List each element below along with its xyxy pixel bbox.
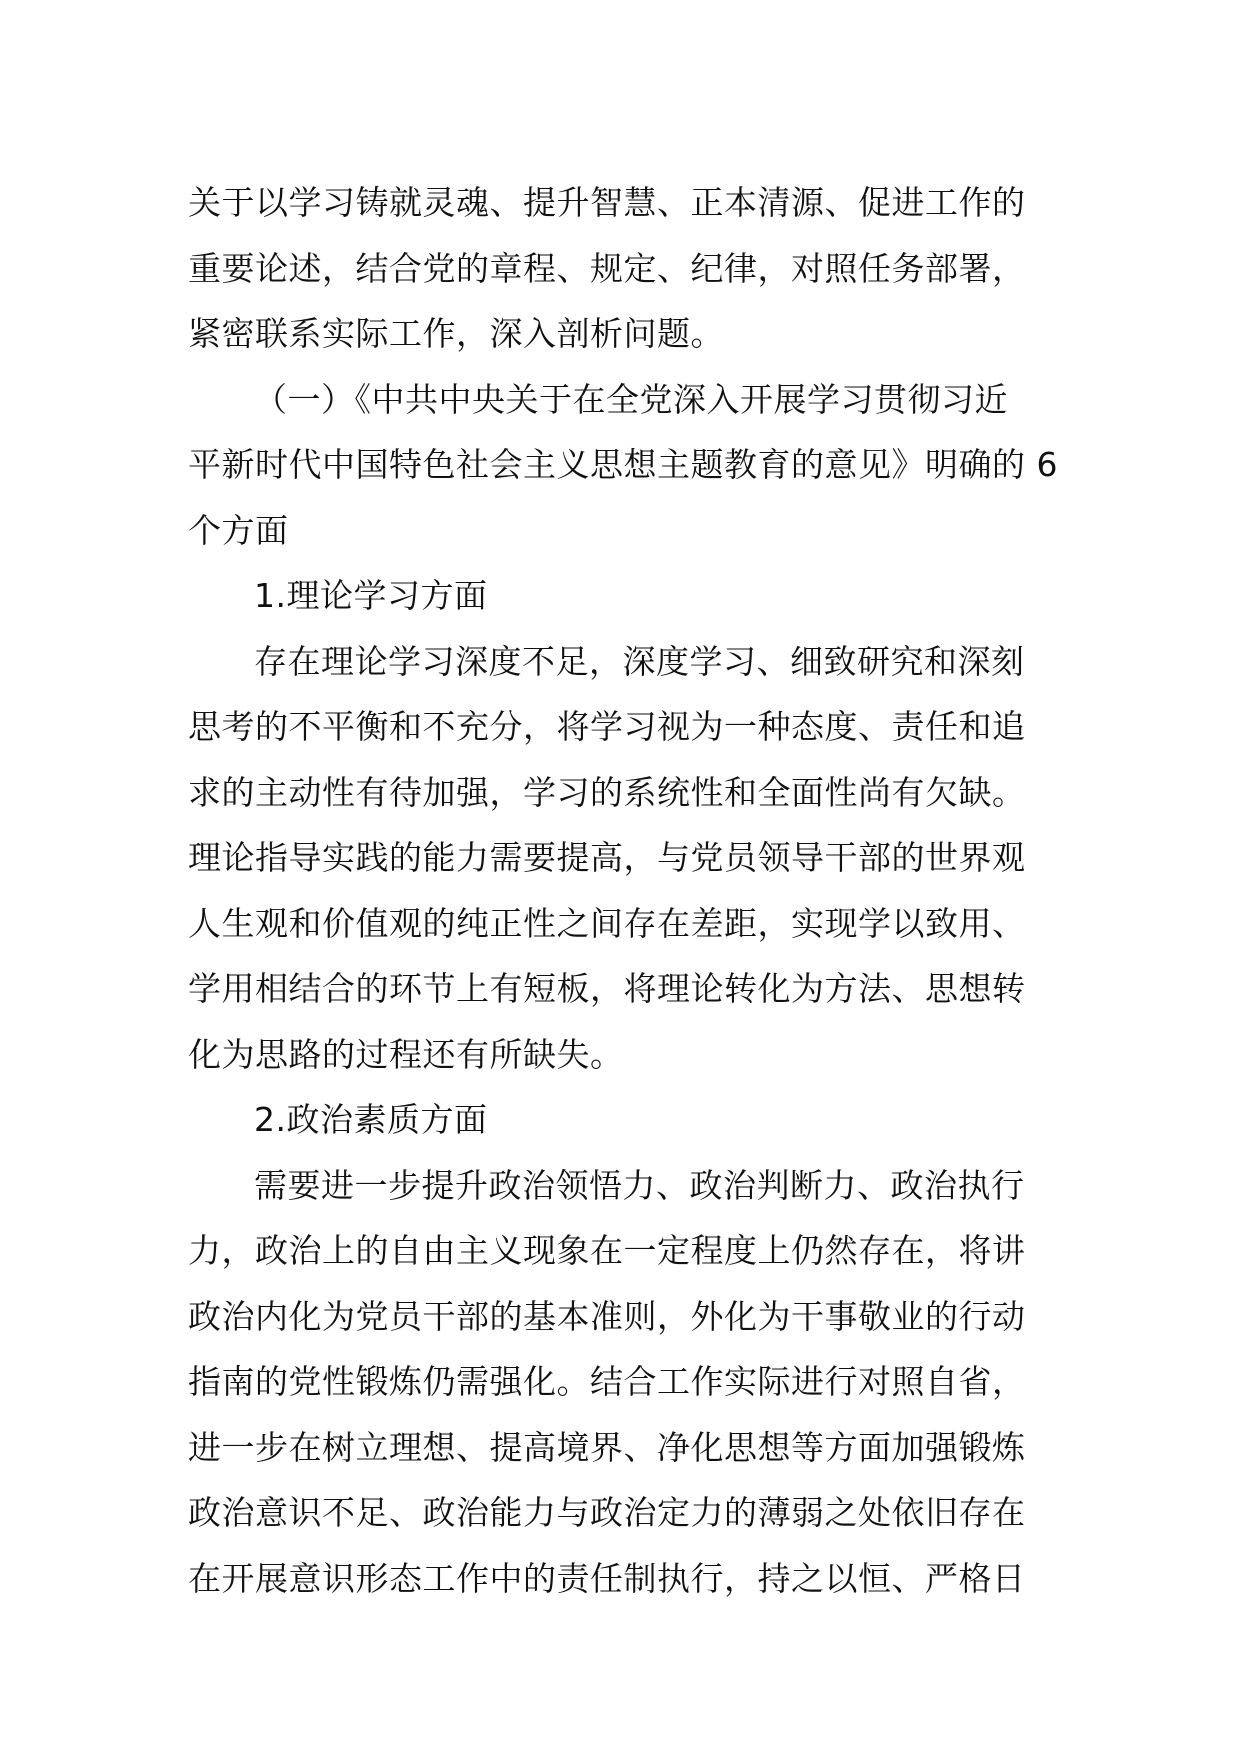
text-line: 个方面 (188, 510, 289, 550)
text-line: （一）《中共中央关于在全党深入开展学习贯彻习近 (254, 379, 1008, 419)
text-line: 理论指导实践的能力需要提高，与党员领导干部的世界观 (188, 838, 1026, 877)
text-line: 化为思路的过程还有所缺失。 (188, 1034, 624, 1074)
paragraph-political-quality (188, 1153, 1058, 1612)
text-line: 指南的党性锻炼仍需强化。结合工作实际进行对照自省， (188, 1362, 1026, 1401)
section-heading-one (188, 367, 1058, 564)
text-line: 在开展意识形态工作中的责任制执行，持之以恒、严格日 (188, 1558, 1026, 1598)
text-line: 政治意识不足、政治能力与政治定力的薄弱之处依旧存在 (188, 1493, 1026, 1532)
text-line: 紧密联系实际工作，深入剖析问题。 (188, 314, 724, 353)
text-line: 平新时代中国特色社会主义思想主题教育的意见》明确的 6 (188, 445, 1058, 484)
text-line: 进一步在树立理想、提高境界、净化思想等方面加强锻炼 (188, 1427, 1026, 1467)
subheading-theory-study (188, 563, 1058, 629)
text-line: 求的主动性有待加强，学习的系统性和全面性尚有欠缺。 (188, 772, 1026, 812)
text-line: 学用相结合的环节上有短板，将理论转化为方法、思想转 (188, 969, 1026, 1008)
document-body (188, 170, 1058, 1611)
paragraph-intro-continuation (188, 170, 1058, 367)
text-line: 1.理论学习方面 (254, 576, 488, 615)
subheading-political-quality (188, 1087, 1058, 1153)
text-line: 力，政治上的自由主义现象在一定程度上仍然存在，将讲 (188, 1231, 1026, 1270)
text-line: 政治内化为党员干部的基本准则，外化为干事敬业的行动 (188, 1296, 1026, 1336)
text-line: 关于以学习铸就灵魂、提升智慧、正本清源、促进工作的 (188, 183, 1026, 222)
text-line: 重要论述，结合党的章程、规定、纪律，对照任务部署， (188, 248, 1026, 288)
text-line: 思考的不平衡和不充分，将学习视为一种态度、责任和追 (188, 707, 1026, 746)
paragraph-theory-study (188, 629, 1058, 1088)
text-line: 2.政治素质方面 (254, 1100, 488, 1139)
text-line: 需要进一步提升政治领悟力、政治判断力、政治执行 (254, 1165, 1025, 1205)
text-line: 人生观和价值观的纯正性之间存在差距，实现学以致用、 (188, 903, 1026, 943)
text-line: 存在理论学习深度不足，深度学习、细致研究和深刻 (254, 641, 1025, 681)
